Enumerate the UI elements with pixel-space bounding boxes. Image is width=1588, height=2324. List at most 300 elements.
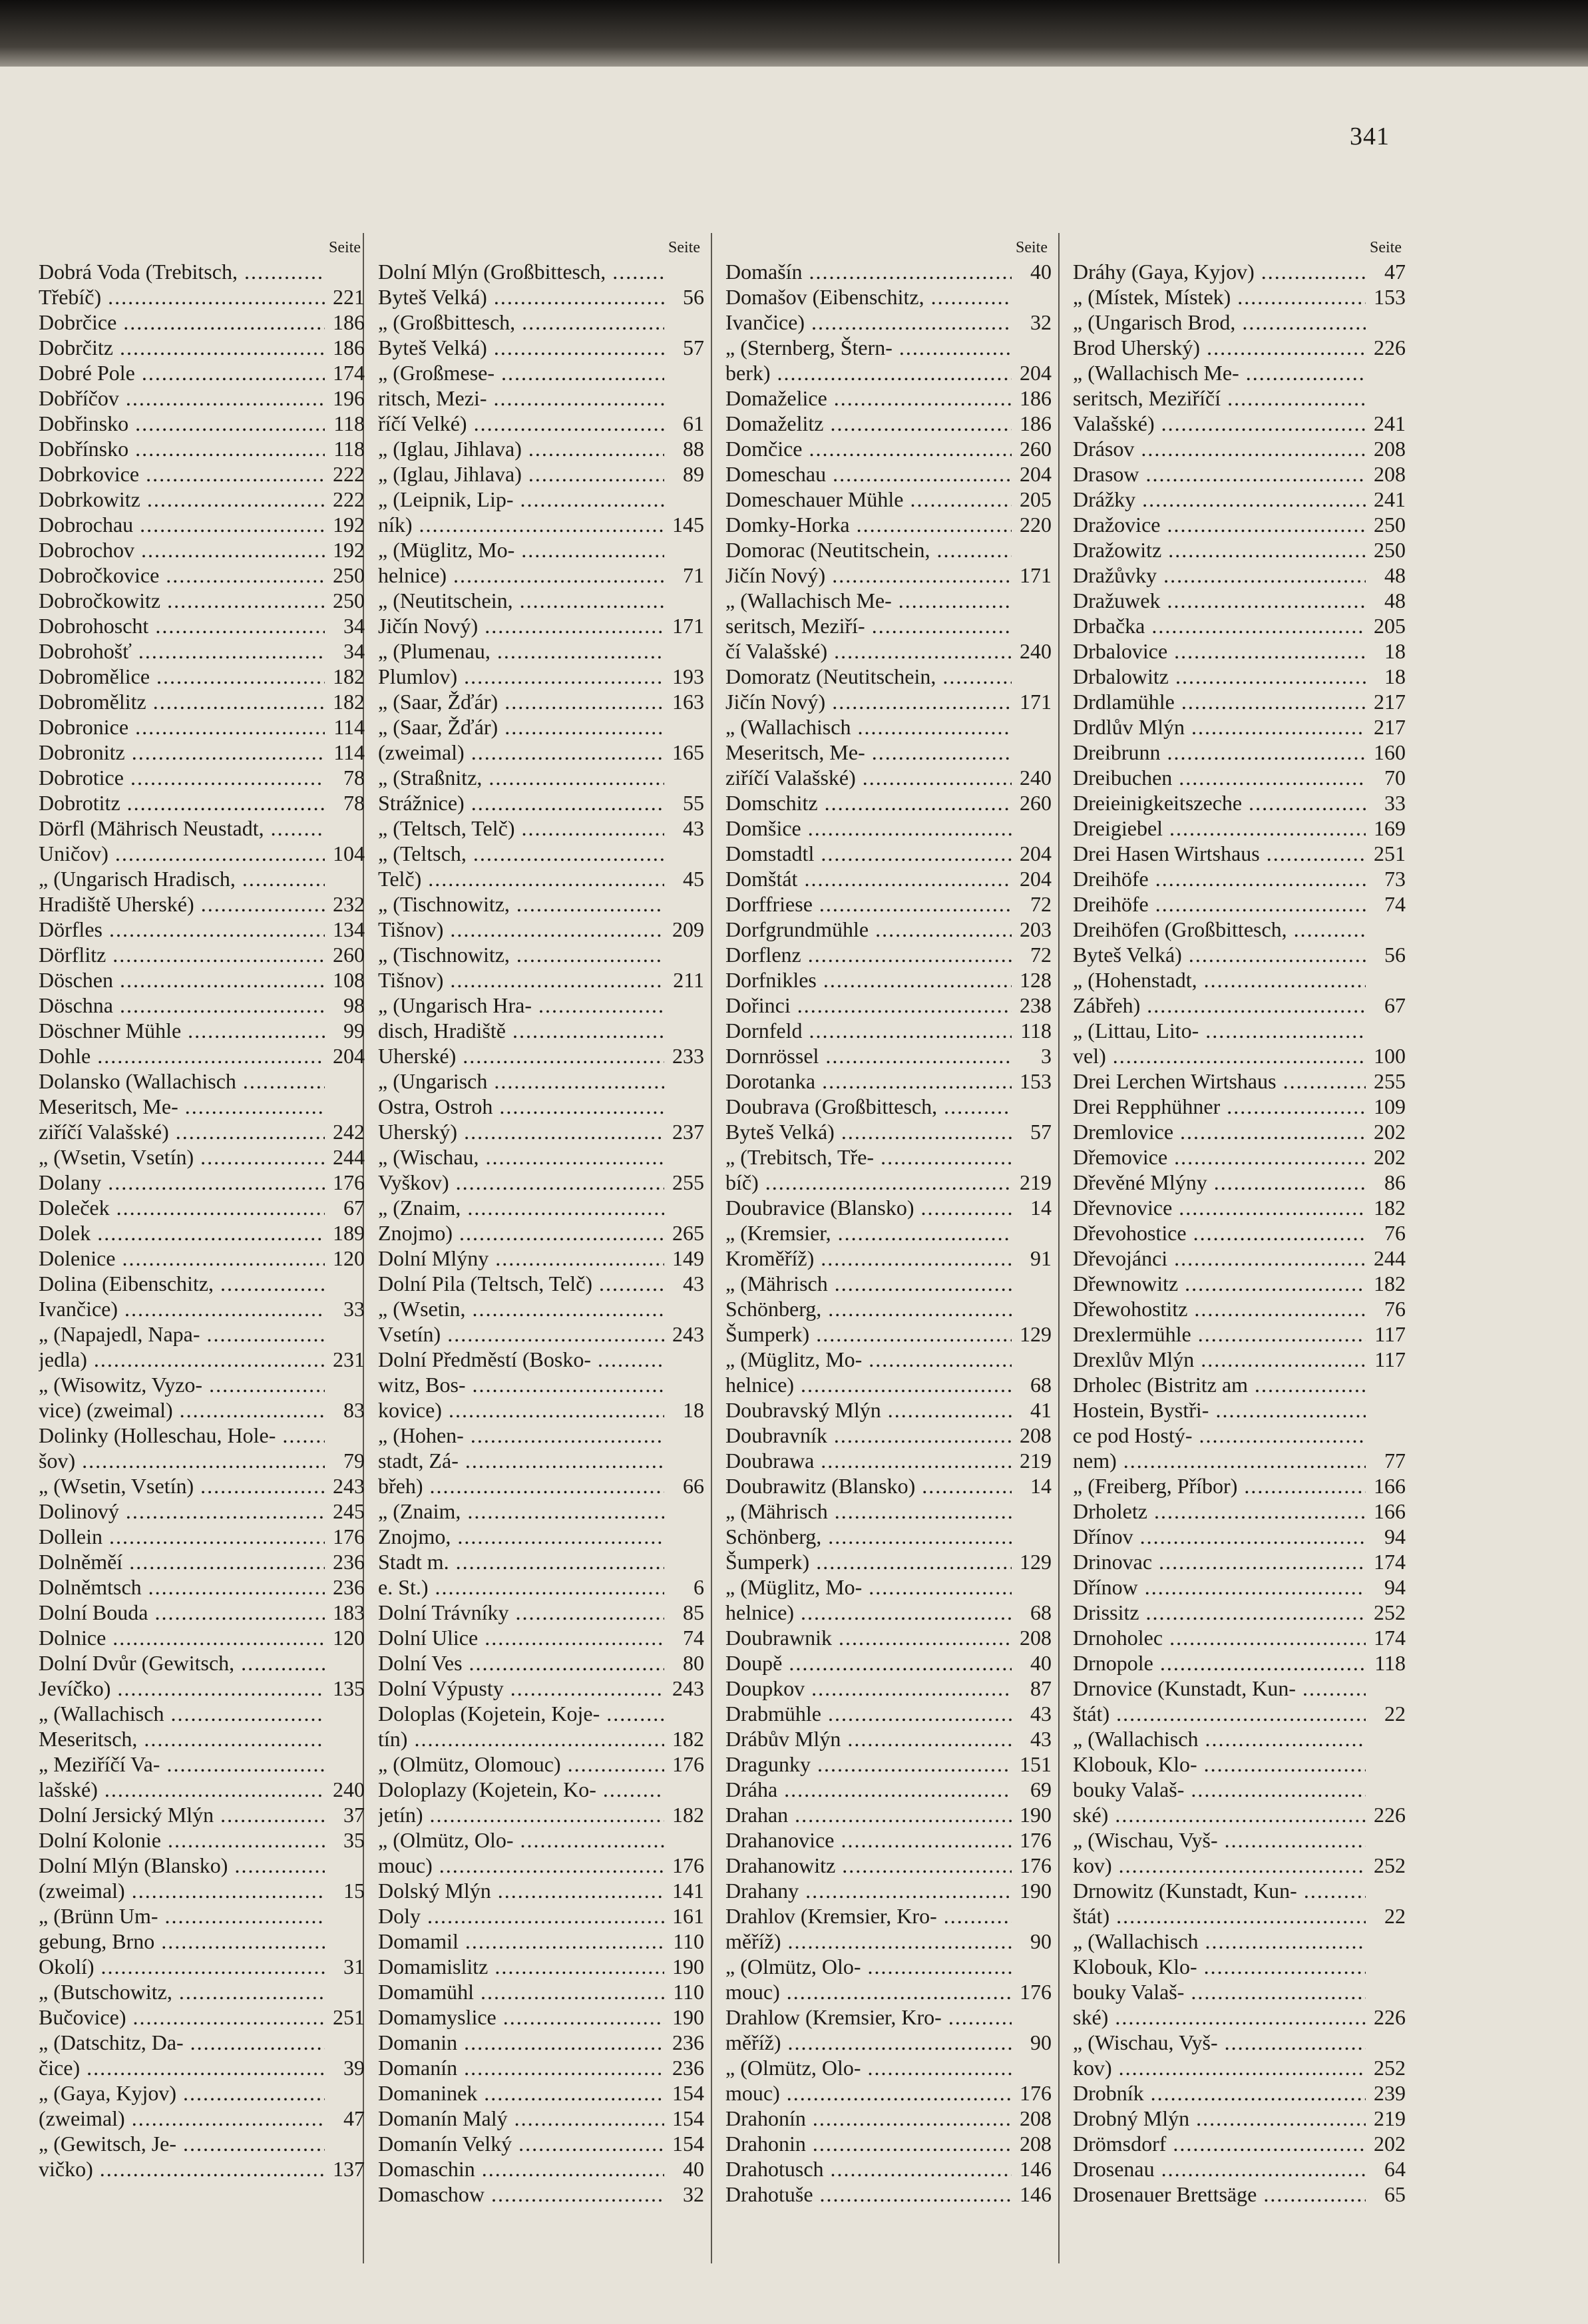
entry-page: 237 [672, 1120, 704, 1144]
index-entry [1073, 1499, 1406, 1524]
entry-page: 217 [1374, 690, 1406, 714]
entry-page: 134 [333, 917, 365, 941]
entry-name: Domaželice ..... [725, 385, 1012, 411]
entry-name: Uničov) ..... [39, 841, 325, 866]
index-entry [39, 1170, 365, 1195]
entry-name: Dollein ..... [39, 1524, 325, 1549]
entry-page: 190 [672, 1955, 704, 1978]
index-entry [725, 1853, 1052, 1878]
entry-page: 86 [1384, 1170, 1406, 1194]
entry-name: Dobrohoscht ..... [39, 613, 325, 638]
entry-name: Drobný Mlýn ..... [1073, 2106, 1366, 2131]
entry-page: 45 [683, 867, 704, 891]
entry-name: „ (Saar, Žďár) ..... [378, 689, 664, 714]
entry-name: „ (Neutitschein, ..... [378, 588, 664, 613]
entry-name: bíč) ..... [725, 1170, 1012, 1195]
entry-page: 176 [672, 1853, 704, 1877]
entry-name: „ (Wischau, Vyš- ..... [1073, 1827, 1366, 1853]
index-entry [725, 1296, 1052, 1321]
index-entry [378, 1170, 704, 1195]
entry-page: 154 [672, 2081, 704, 2105]
entry-name: Byteš Velká) ..... [378, 284, 664, 310]
index-entry [39, 1220, 365, 1246]
entry-page: 153 [1020, 1069, 1052, 1093]
entry-page: 154 [672, 2132, 704, 2156]
index-entry [378, 1094, 704, 1119]
index-entry [1073, 1929, 1406, 1954]
index-entry [725, 1499, 1052, 1524]
entry-name: Drnowitz (Kunstadt, Kun- ..... [1073, 1878, 1366, 1903]
index-entry [378, 1372, 704, 1397]
index-entry [1073, 1296, 1406, 1321]
index-entry [378, 815, 704, 841]
entry-page: 153 [1374, 285, 1406, 309]
entry-page: 260 [1020, 791, 1052, 815]
entry-page: 43 [683, 816, 704, 840]
entry-name: witz, Bos- ..... [378, 1372, 664, 1397]
entry-page: 43 [683, 1272, 704, 1295]
index-entry [1073, 917, 1406, 942]
index-entry [1073, 638, 1406, 664]
entry-name: (zweimal) ..... [39, 2106, 325, 2131]
entry-page: 265 [672, 1221, 704, 1245]
index-entry [378, 1903, 704, 1929]
entry-name: Dörfl (Mährisch Neustadt, ..... [39, 815, 325, 841]
entry-page: 118 [1374, 1651, 1406, 1675]
entry-name: bouky Valaš- ..... [1073, 1979, 1366, 2004]
entry-page: 91 [1030, 1246, 1052, 1270]
entry-page: 182 [672, 1727, 704, 1751]
entry-page: 67 [1384, 993, 1406, 1017]
index-entry [39, 613, 365, 638]
index-entry [1073, 1246, 1406, 1271]
index-entry [1073, 2106, 1406, 2131]
entry-page: 57 [683, 336, 704, 359]
index-entry [725, 588, 1052, 613]
column-divider [1058, 233, 1060, 2263]
index-entry [39, 1448, 365, 1473]
entry-name: „ (Gewitsch, Je- ..... [39, 2131, 325, 2156]
entry-name: „ (Sternberg, Štern- ..... [725, 335, 1012, 360]
index-entry [725, 1372, 1052, 1397]
index-entry [725, 1397, 1052, 1423]
entry-name: Dreieinigkeitszeche ..... [1073, 790, 1366, 815]
index-entry [1073, 1600, 1406, 1625]
entry-name: Vsetín) ..... [378, 1321, 664, 1347]
index-entry [39, 1018, 365, 1043]
index-entry [1073, 1726, 1406, 1751]
entry-page: 182 [1374, 1196, 1406, 1220]
index-entry [725, 1650, 1052, 1676]
entry-name: „ (Müglitz, Mo- ..... [725, 1347, 1012, 1372]
page-number: 341 [1350, 122, 1390, 150]
entry-name: bouky Valaš- ..... [1073, 1777, 1366, 1802]
index-entry [1073, 1954, 1406, 1979]
entry-name: Dolský Mlýn ..... [378, 1878, 664, 1903]
entry-page: 166 [1374, 1499, 1406, 1523]
entry-name: Domaschin ..... [378, 2156, 664, 2182]
entry-name: „ (Napajedl, Napa- ..... [39, 1321, 325, 1347]
index-entry [378, 360, 704, 385]
index-entry [378, 1726, 704, 1751]
index-entry [39, 2030, 365, 2055]
entry-page: 110 [673, 1929, 704, 1953]
index-entry [1073, 1574, 1406, 1600]
entry-name: „ (Mährisch ..... [725, 1271, 1012, 1296]
entry-name: Dorfnikles ..... [725, 967, 1012, 993]
index-entry [1073, 1119, 1406, 1144]
entry-name: vice) (zweimal) ..... [39, 1397, 325, 1423]
entry-page: 252 [1374, 2056, 1406, 2080]
index-entry [378, 1473, 704, 1499]
entry-page: 114 [333, 715, 365, 739]
index-entry [39, 487, 365, 512]
entry-page: 169 [1374, 816, 1406, 840]
entry-name: Doupkov ..... [725, 1676, 1012, 1701]
index-entry [725, 1321, 1052, 1347]
index-entry [39, 1347, 365, 1372]
entry-name: Vyškov) ..... [378, 1170, 664, 1195]
entry-name: štát) ..... [1073, 1701, 1366, 1726]
entry-name: Drábův Mlýn ..... [725, 1726, 1012, 1751]
index-entry [1073, 563, 1406, 588]
entry-name: Domčice ..... [725, 436, 1012, 461]
entry-page: 145 [672, 513, 704, 537]
index-entry [39, 1929, 365, 1954]
entry-name: Dobříčov ..... [39, 385, 325, 411]
entry-page: 174 [333, 361, 365, 385]
entry-name: Dolinový ..... [39, 1499, 325, 1524]
entry-page: 202 [1374, 2132, 1406, 2156]
index-entry [725, 487, 1052, 512]
entry-page: 244 [1374, 1246, 1406, 1270]
entry-page: 190 [672, 2005, 704, 2029]
entry-page: 128 [1020, 968, 1052, 992]
entry-page: 219 [1020, 1170, 1052, 1194]
entry-name: Třebíč) ..... [39, 284, 325, 310]
index-entry [378, 740, 704, 765]
index-entry [378, 866, 704, 891]
entry-name: Dolní Mlýn (Großbittesch, ..... [378, 259, 664, 284]
entry-page: 76 [1384, 1297, 1406, 1321]
entry-name: „ (Ungarisch Hra- ..... [378, 993, 664, 1018]
index-entry [725, 2156, 1052, 2182]
entry-name: „ (Trebitsch, Tře- ..... [725, 1144, 1012, 1170]
entry-page: 37 [343, 1803, 365, 1827]
entry-page: 74 [683, 1626, 704, 1650]
entry-page: 149 [672, 1246, 704, 1270]
entry-page: 250 [1374, 513, 1406, 537]
entry-name: Dobrohošť ..... [39, 638, 325, 664]
entry-name: Domanín ..... [378, 2055, 664, 2080]
entry-page: 232 [333, 892, 365, 916]
index-entry [1073, 436, 1406, 461]
index-entry [1073, 1701, 1406, 1726]
index-entry [39, 1271, 365, 1296]
entry-page: 255 [1374, 1069, 1406, 1093]
entry-name: Byteš Velká) ..... [725, 1119, 1012, 1144]
entry-page: 48 [1384, 588, 1406, 612]
entry-page: 196 [333, 386, 365, 410]
entry-page: 226 [1374, 336, 1406, 359]
entry-page: 99 [343, 1019, 365, 1043]
entry-name: Dreihöfe ..... [1073, 866, 1366, 891]
entry-name: Drömsdorf ..... [1073, 2131, 1366, 2156]
entry-name: seritsch, Meziříčí ..... [1073, 385, 1366, 411]
entry-page: 226 [1374, 1803, 1406, 1827]
entry-name: gebung, Brno ..... [39, 1929, 325, 1954]
entry-page: 87 [1030, 1676, 1052, 1700]
entry-page: 78 [343, 791, 365, 815]
index-entry [378, 537, 704, 563]
entry-name: Kroměříž) ..... [725, 1246, 1012, 1271]
entry-name: Klobouk, Klo- ..... [1073, 1751, 1366, 1777]
index-entry [1073, 537, 1406, 563]
index-entry [725, 841, 1052, 866]
entry-name: Meseritsch, Me- ..... [39, 1094, 325, 1119]
entry-name: Dráhy (Gaya, Kyjov) ..... [1073, 259, 1366, 284]
entry-name: Doupě ..... [725, 1650, 1012, 1676]
index-entry [1073, 1979, 1406, 2004]
entry-name: Doubrawitz (Blansko) ..... [725, 1473, 1012, 1499]
entry-name: Domorac (Neutitschein, ..... [725, 537, 1012, 563]
entry-page: 6 [694, 1575, 704, 1599]
entry-name: disch, Hradiště ..... [378, 1018, 664, 1043]
index-entry [39, 638, 365, 664]
entry-name: břeh) ..... [378, 1473, 664, 1499]
entry-page: 245 [333, 1499, 365, 1523]
entry-page: 18 [1384, 639, 1406, 663]
index-entry [725, 461, 1052, 487]
entry-name: „ (Straßnitz, ..... [378, 765, 664, 790]
entry-name: Dolenice ..... [39, 1246, 325, 1271]
entry-page: 260 [333, 943, 365, 967]
entry-page: 251 [1374, 841, 1406, 865]
index-entry [39, 1423, 365, 1448]
entry-name: Drahany ..... [725, 1878, 1012, 1903]
entry-page: 204 [1020, 841, 1052, 865]
entry-page: 208 [1020, 1423, 1052, 1447]
entry-name: Dobrkovice ..... [39, 461, 325, 487]
index-entry [1073, 815, 1406, 841]
entry-page: 64 [1384, 2157, 1406, 2181]
entry-name: Dobré Pole ..... [39, 360, 325, 385]
index-entry [39, 1321, 365, 1347]
index-entry [39, 2080, 365, 2106]
entry-page: 176 [1020, 1980, 1052, 2004]
entry-page: 15 [343, 1879, 365, 1903]
entry-name: Uherské) ..... [378, 1043, 664, 1068]
index-entry [39, 1119, 365, 1144]
index-entry [378, 967, 704, 993]
entry-name: Tišnov) ..... [378, 967, 664, 993]
index-entry [378, 1423, 704, 1448]
entry-name: Doubrava (Großbittesch, ..... [725, 1094, 1012, 1119]
index-entry [1073, 1068, 1406, 1094]
entry-page: 22 [1384, 1702, 1406, 1726]
entry-name: Domky-Horka ..... [725, 512, 1012, 537]
entry-name: Domašov (Eibenschitz, ..... [725, 284, 1012, 310]
index-entry [378, 259, 704, 284]
index-entry [1073, 740, 1406, 765]
entry-page: 83 [343, 1398, 365, 1422]
index-entry [725, 638, 1052, 664]
entry-name: Šumperk) ..... [725, 1321, 1012, 1347]
entry-name: Drásov ..... [1073, 436, 1366, 461]
entry-name: Domamil ..... [378, 1929, 664, 1954]
index-entry [1073, 360, 1406, 385]
index-entry [1073, 335, 1406, 360]
entry-page: 241 [1374, 411, 1406, 435]
index-entry [1073, 1549, 1406, 1574]
entry-name: Dráha ..... [725, 1777, 1012, 1802]
index-entry [1073, 1473, 1406, 1499]
index-entry [1073, 1094, 1406, 1119]
index-entry [39, 1827, 365, 1853]
entry-page: 109 [1374, 1094, 1406, 1118]
entry-page: 171 [1020, 563, 1052, 587]
index-entry [1073, 841, 1406, 866]
index-entry [378, 790, 704, 815]
index-entry [1073, 1853, 1406, 1878]
entry-name: Hostein, Bystři- ..... [1073, 1397, 1366, 1423]
entry-page: 242 [333, 1120, 365, 1144]
entry-page: 120 [333, 1246, 365, 1270]
index-entry [39, 1751, 365, 1777]
entry-name: Domstadtl ..... [725, 841, 1012, 866]
entry-page: 166 [1374, 1474, 1406, 1498]
index-entry [725, 310, 1052, 335]
index-entry [378, 689, 704, 714]
entry-name: Drei Repphühner ..... [1073, 1094, 1366, 1119]
entry-page: 114 [333, 740, 365, 764]
entry-name: Dreigiebel ..... [1073, 815, 1366, 841]
entry-page: 33 [343, 1297, 365, 1321]
index-entry [39, 1094, 365, 1119]
index-entry [378, 1676, 704, 1701]
index-entry [378, 2156, 704, 2182]
entry-name: nem) ..... [1073, 1448, 1366, 1473]
entry-page: 203 [1020, 917, 1052, 941]
index-entry [39, 2131, 365, 2156]
entry-page: 79 [343, 1449, 365, 1473]
index-entry [378, 1499, 704, 1524]
entry-name: Dobronitz ..... [39, 740, 325, 765]
entry-name: ziříčí Valašské) ..... [39, 1119, 325, 1144]
entry-name: čice) ..... [39, 2055, 325, 2080]
entry-page: 171 [1020, 690, 1052, 714]
entry-page: 31 [343, 1955, 365, 1978]
index-entry [725, 714, 1052, 740]
index-entry [39, 891, 365, 917]
entry-name: Jičín Nový) ..... [378, 613, 664, 638]
entry-name: vel) ..... [1073, 1043, 1366, 1068]
entry-page: 250 [1374, 538, 1406, 562]
entry-name: Dolek ..... [39, 1220, 325, 1246]
entry-name: „ (Datschitz, Da- ..... [39, 2030, 325, 2055]
entry-name: Dřevěné Mlýny ..... [1073, 1170, 1366, 1195]
index-entry [725, 1043, 1052, 1068]
index-entry [1073, 2156, 1406, 2182]
entry-page: 14 [1030, 1474, 1052, 1498]
index-entry [39, 385, 365, 411]
index-entry [725, 740, 1052, 765]
entry-page: 151 [1020, 1752, 1052, 1776]
entry-name: Döschen ..... [39, 967, 325, 993]
entry-name: „ (Hohenstadt, ..... [1073, 967, 1366, 993]
index-entry [725, 1170, 1052, 1195]
index-entry [378, 765, 704, 790]
index-entry [378, 563, 704, 588]
index-entry [1073, 613, 1406, 638]
entry-page: 74 [1384, 892, 1406, 916]
index-entry [39, 512, 365, 537]
entry-page: 192 [333, 513, 365, 537]
index-entry [378, 993, 704, 1018]
index-entry [725, 1246, 1052, 1271]
entry-page: 243 [333, 1474, 365, 1498]
entry-page: 154 [672, 2106, 704, 2130]
index-entry [1073, 1423, 1406, 1448]
index-entry [725, 815, 1052, 841]
entry-name: „ Meziříčí Va- ..... [39, 1751, 325, 1777]
index-entry [378, 1853, 704, 1878]
entry-name: měříž) ..... [725, 1929, 1012, 1954]
entry-name: Doubravice (Blansko) ..... [725, 1195, 1012, 1220]
entry-name: „ (Saar, Žďár) ..... [378, 714, 664, 740]
index-entry [1073, 2182, 1406, 2207]
entry-page: 209 [672, 917, 704, 941]
index-entry [378, 1397, 704, 1423]
index-entry [39, 411, 365, 436]
entry-page: 118 [1020, 1019, 1052, 1043]
entry-name: Drahonin ..... [725, 2131, 1012, 2156]
entry-name: šov) ..... [39, 1448, 325, 1473]
index-entry [378, 461, 704, 487]
index-entry [39, 2156, 365, 2182]
index-entry [725, 942, 1052, 967]
entry-name: „ (Brünn Um- ..... [39, 1903, 325, 1929]
index-entry [378, 1195, 704, 1220]
entry-page: 205 [1374, 614, 1406, 638]
index-entry [39, 1676, 365, 1701]
entry-name: Dřevojánci ..... [1073, 1246, 1366, 1271]
index-entry [1073, 284, 1406, 310]
entry-name: Dobrá Voda (Trebitsch, ..... [39, 259, 325, 284]
index-entry [39, 1802, 365, 1827]
index-entry [378, 1018, 704, 1043]
index-entry [39, 765, 365, 790]
index-entry [39, 1701, 365, 1726]
index-column-3 [725, 236, 1052, 2207]
index-entry [378, 1827, 704, 1853]
index-entry [1073, 866, 1406, 891]
entry-name: Šumperk) ..... [725, 1549, 1012, 1574]
entry-page: 117 [1374, 1322, 1406, 1346]
entry-page: 141 [672, 1879, 704, 1903]
index-entry [378, 2182, 704, 2207]
entry-name: „ (Olmütz, Olo- ..... [725, 1954, 1012, 1979]
entry-name: Jičín Nový) ..... [725, 563, 1012, 588]
entry-name: Meseritsch, ..... [39, 1726, 325, 1751]
entry-name: „ (Kremsier, ..... [725, 1220, 1012, 1246]
index-entry [725, 385, 1052, 411]
index-entry [725, 512, 1052, 537]
entry-page: 176 [1020, 2081, 1052, 2105]
index-entry [39, 1574, 365, 1600]
index-entry [39, 664, 365, 689]
entry-name: Dreihöfe ..... [1073, 891, 1366, 917]
